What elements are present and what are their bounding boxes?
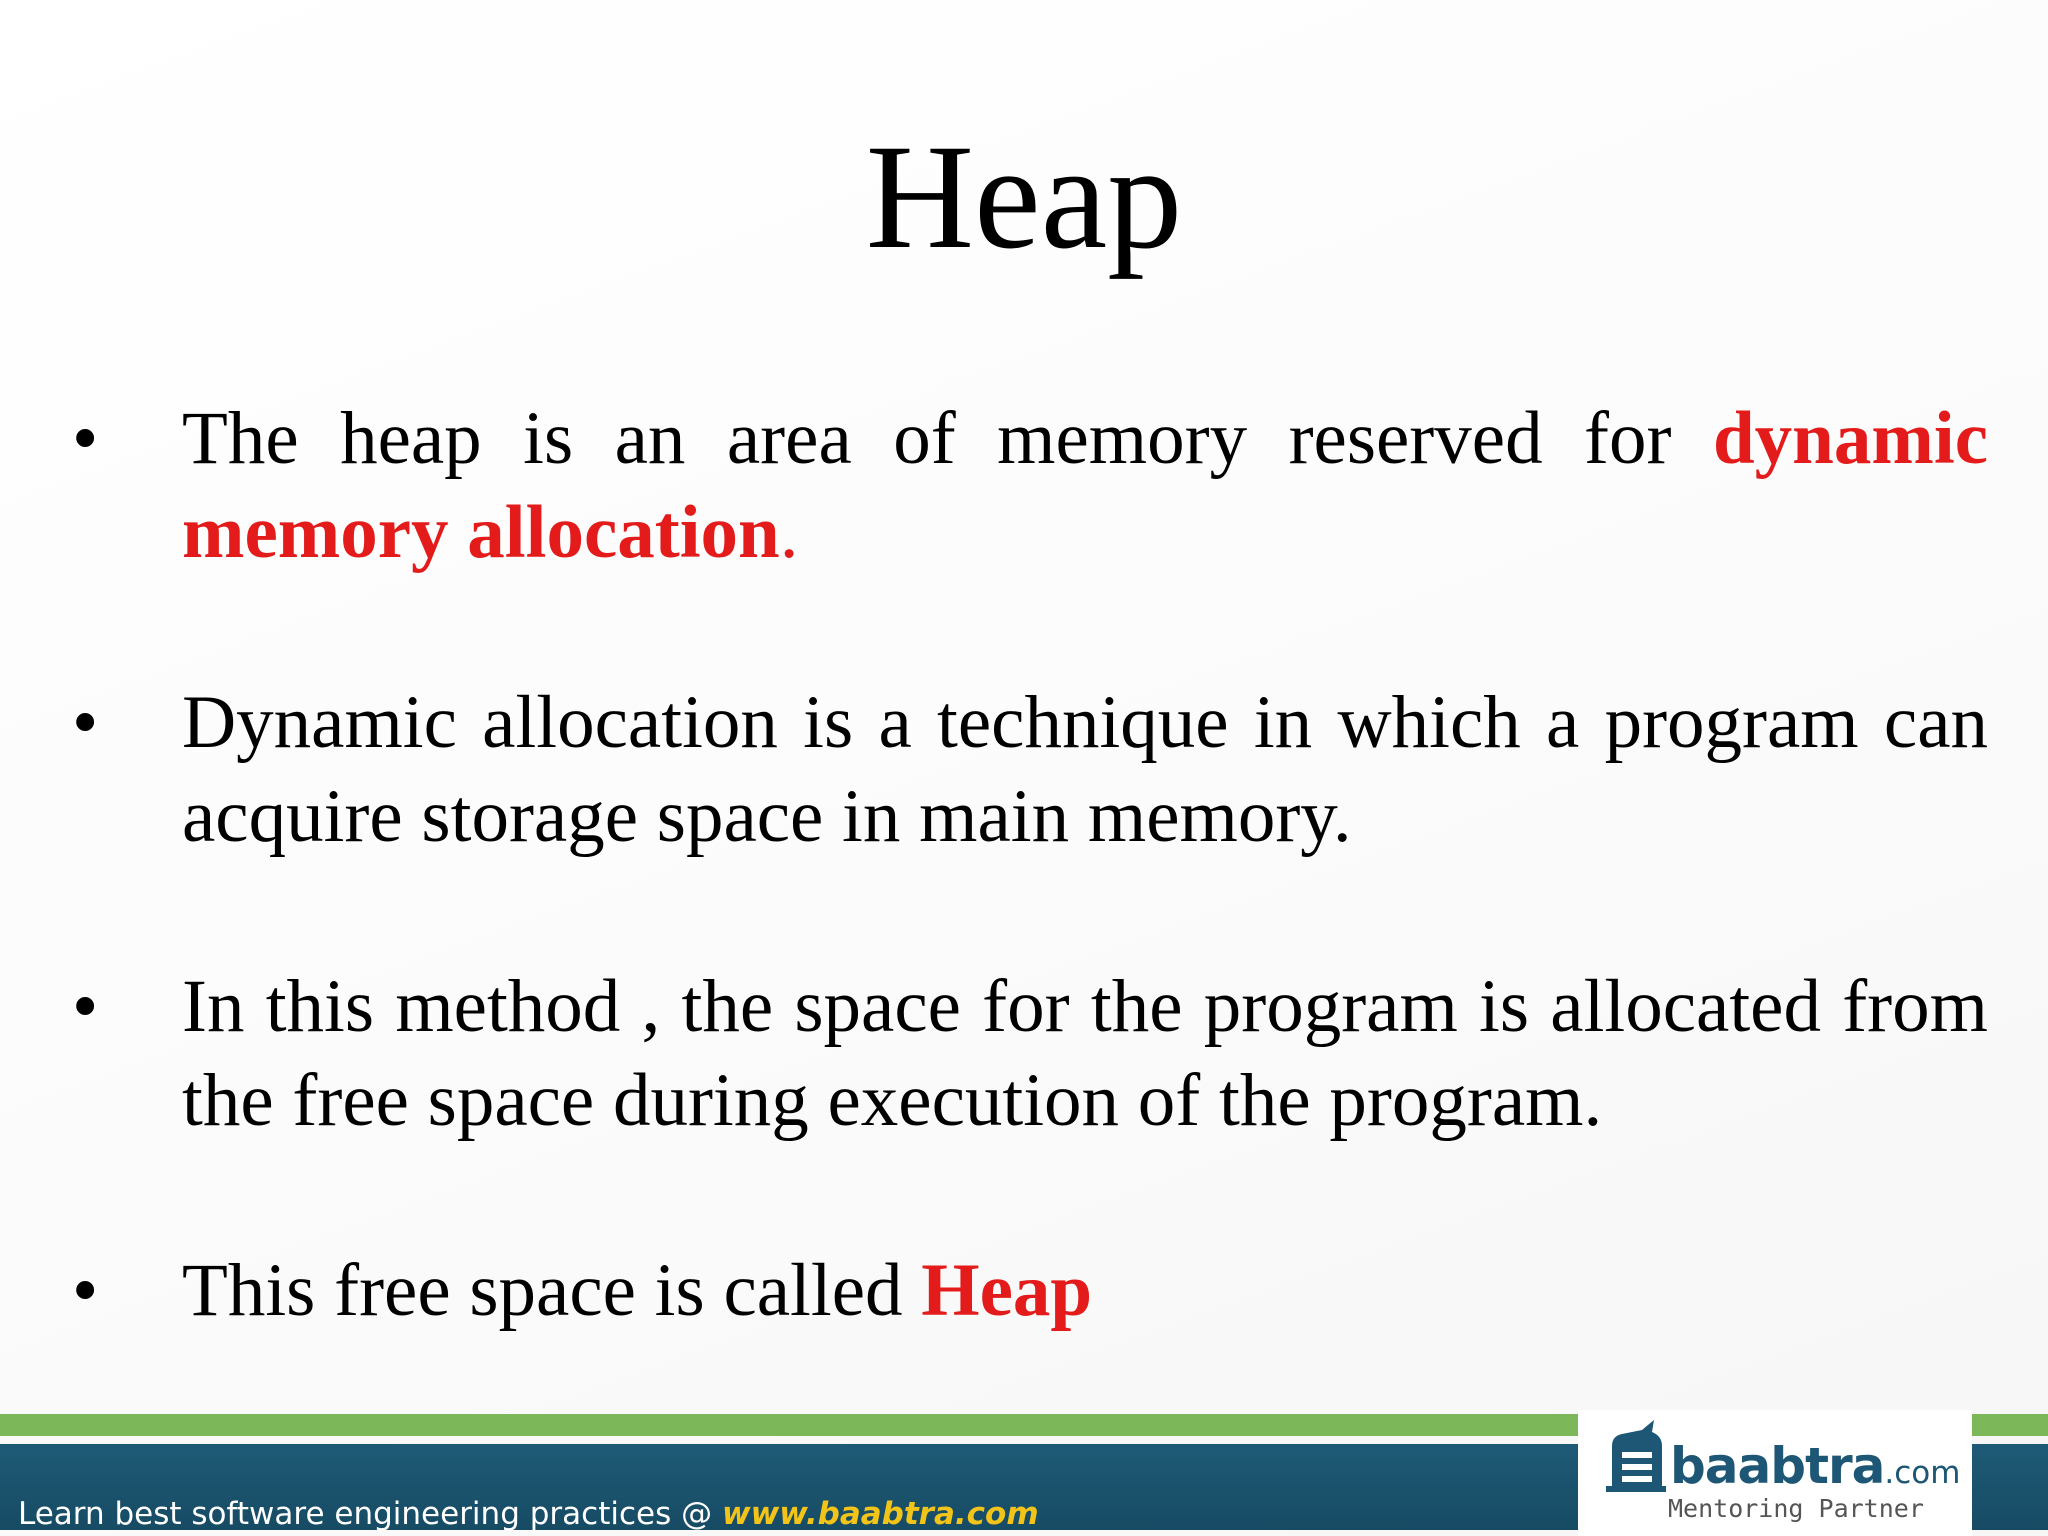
bullet-item: [60, 960, 1988, 1148]
bullet-text-end: .: [779, 491, 799, 574]
highlight-text: dynamic memory allocation: [182, 397, 1988, 574]
logo-subtitle: Mentoring Partner: [1668, 1494, 1924, 1523]
bullet-text: Dynamic allocation is a technique in which a program can acquire storage space in main memory.: [182, 681, 1988, 858]
baabtra-logo[interactable]: [1578, 1410, 1972, 1536]
bullet-marker: •: [72, 965, 99, 1048]
bullet-item: [60, 676, 1988, 864]
baabtra-logo-icon: [1602, 1416, 1668, 1496]
bullet-item: [60, 392, 1988, 580]
tagline-url-link[interactable]: www.baabtra.com: [721, 1496, 1039, 1532]
bullet-marker: •: [72, 681, 99, 764]
footer-band-light: [0, 1414, 1578, 1436]
tagline-text: Learn best software engineering practices @: [18, 1496, 722, 1532]
slide-title: Heap: [865, 114, 1183, 280]
footer-banner: [0, 1410, 2048, 1536]
footer-tagline: [18, 1492, 1039, 1536]
bullet-text: In this method , the space for the program is allocated from the free space during execution of the program.: [182, 965, 1988, 1142]
footer-band-light-right: [1972, 1414, 2048, 1436]
logo-name: baabtra: [1670, 1437, 1885, 1495]
highlight-text: Heap: [921, 1249, 1093, 1332]
footer-band-dark: [0, 1444, 1578, 1530]
logo-wordmark: [1670, 1438, 1960, 1501]
logo-domain: .com: [1884, 1455, 1961, 1491]
bullet-marker: •: [72, 397, 99, 480]
bullet-list: [60, 392, 1988, 1338]
bullet-text: The heap is an area of memory reserved for: [182, 397, 1713, 480]
bullet-item: [60, 1244, 1988, 1338]
footer-band-dark-right: [1972, 1444, 2048, 1530]
bullet-marker: •: [72, 1249, 99, 1332]
bullet-text: This free space is called: [182, 1249, 922, 1332]
